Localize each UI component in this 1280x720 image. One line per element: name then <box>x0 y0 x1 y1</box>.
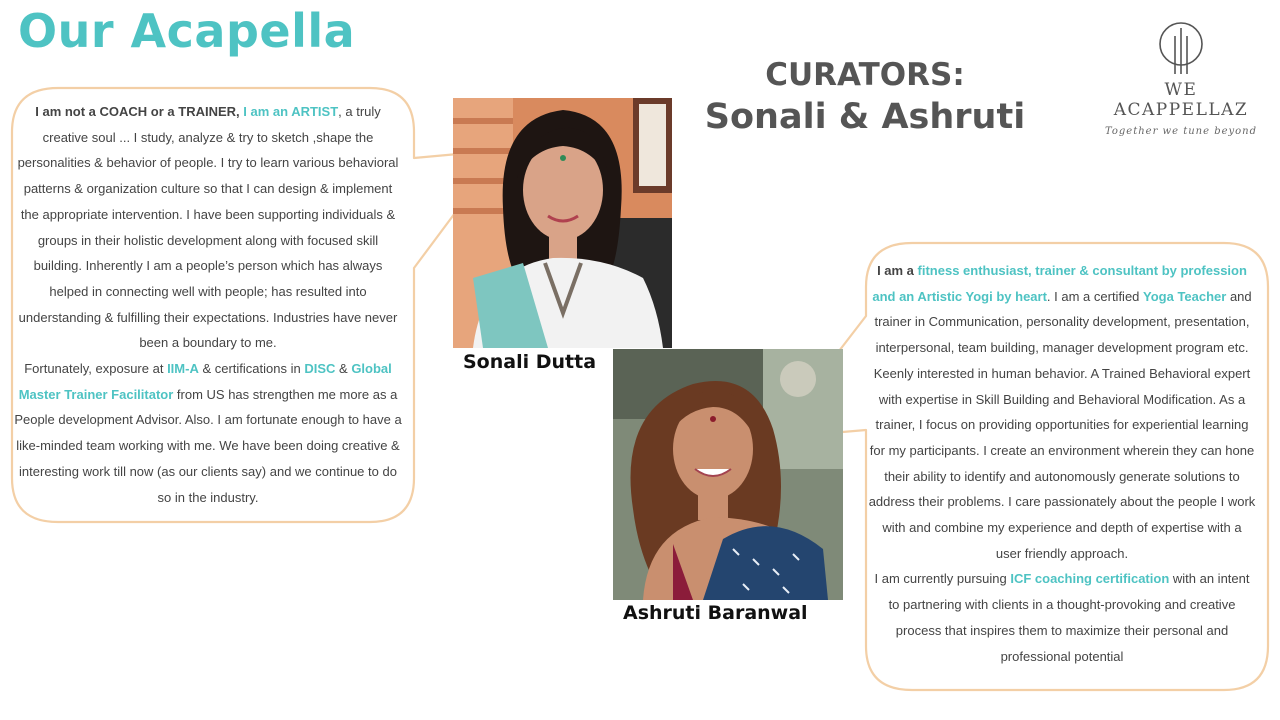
sonali-photo <box>453 98 672 348</box>
ashruti-name: Ashruti Baranwal <box>623 602 808 624</box>
bio-segment: Fortunately, exposure at <box>24 361 168 377</box>
sonali-name: Sonali Dutta <box>463 351 597 373</box>
bio-segment: IIM-A <box>167 361 199 377</box>
brand-tagline: Together we tune beyond <box>1104 126 1258 137</box>
bio-segment: ICF coaching certification <box>1010 571 1170 587</box>
bio-segment: and trainer in Communication, personality development, presentation, interpersonal, team building, manager development program etc. Keenly interested in human behavior. A Trained Behavioral expert with expertise in Skill Building and Behavioral Modification. As a trainer, I focus on providing opportunities for experiential learning for my participants. I create an environment wherein they can hone their ability to identify and autonomously generate solutions to address their problems. I care passionately about the people I work with and combine my experience and depth of expertise with a user friendly approach. <box>868 288 1256 561</box>
bio-segment: fitness enthusiast, trainer & consultant by profession and an Artistic Yogi by heart <box>872 263 1247 304</box>
ashruti-bio <box>868 258 1256 669</box>
bio-segment: I am not a COACH or a TRAINER, <box>35 104 244 119</box>
curators-label: CURATORS: <box>765 57 965 93</box>
bio-segment: Global Master Trainer Facilitator <box>18 361 392 402</box>
bio-segment: from US has strengthen me more as a People development Advisor. Also. I am fortunate enough to have a like-minded team working with me. We have been doing creative & interesting work till now (as our clients say) and we continue to do so in the industry. <box>14 386 402 505</box>
curators-heading <box>700 56 1030 140</box>
bio-segment: & <box>335 361 352 377</box>
bio-segment: I am an ARTIST <box>243 104 339 119</box>
bio-segment: I am currently pursuing <box>874 571 1011 587</box>
sonali-bio <box>14 99 402 510</box>
curators-names: Sonali & Ashruti <box>704 97 1026 137</box>
bio-segment: I am a <box>877 263 918 278</box>
ashruti-photo <box>613 349 843 600</box>
brand-name: WE ACAPPELLAZ <box>1113 80 1249 120</box>
tuning-fork-icon <box>1157 20 1205 76</box>
bio-segment: with an intent to partnering with clients in a thought-provoking and creative process that inspires them to maximize their personal and professional potential <box>888 571 1250 664</box>
bio-segment: . I am a certified <box>1046 288 1144 304</box>
page-title: Our Acapella <box>18 4 356 58</box>
bio-segment: DISC <box>304 361 336 377</box>
bio-segment: & certifications in <box>198 361 305 377</box>
bio-segment: , a truly creative soul ... I study, analyze & try to sketch ,shape the personalities & behavior of people. I try to learn various behavioral patterns & organization culture so that I can design & implement the appropriate intervention. I have been supporting individuals & groups in their holistic development along with focused skill building. Inherently I am a people’s person which has always helped in connecting well with people; has resulted into understanding & fulfilling their expectations. Industries have never been a boundary to me. <box>17 104 399 351</box>
bio-segment: Yoga Teacher <box>1143 288 1227 304</box>
brand-logo <box>1096 20 1266 137</box>
